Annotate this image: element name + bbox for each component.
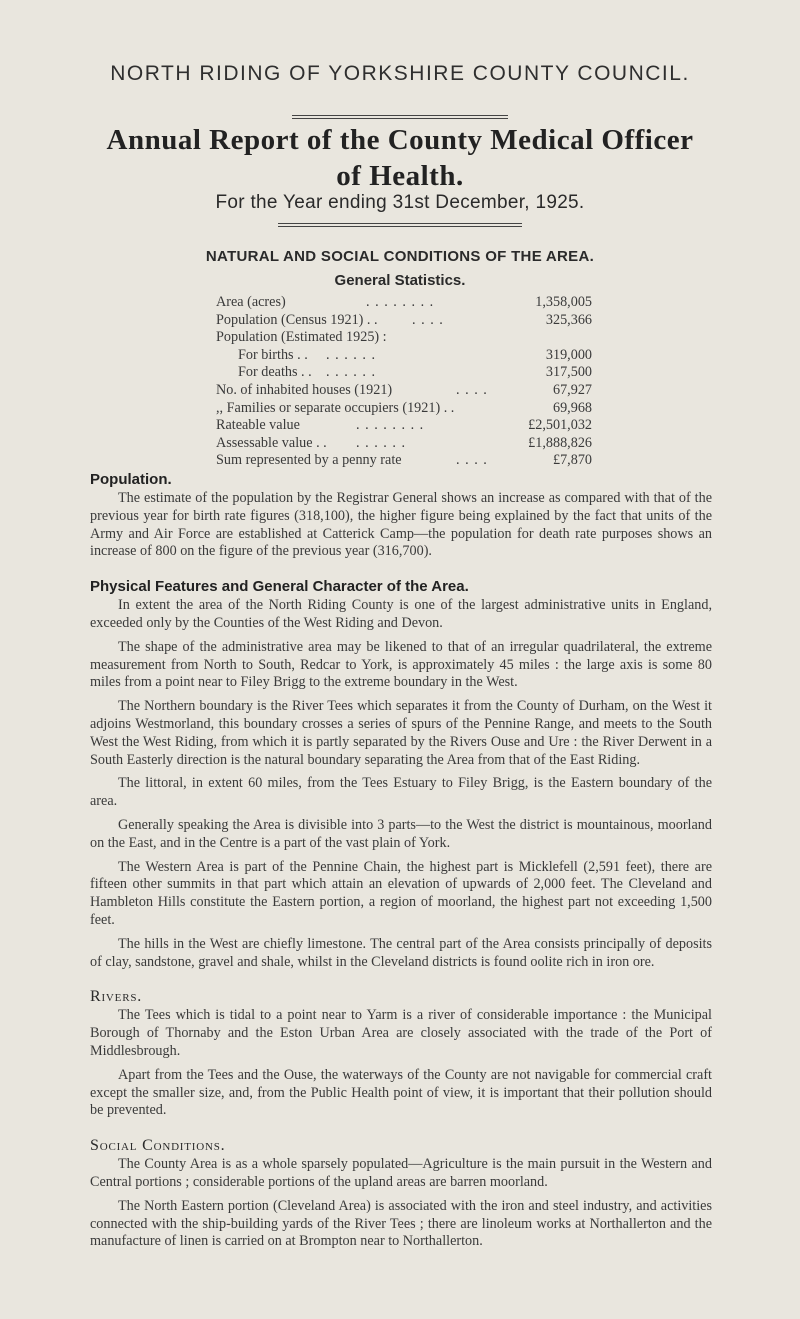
statistics-label: Population (Estimated 1925) : — [216, 329, 387, 346]
section-title: NATURAL AND SOCIAL CONDITIONS OF THE AREA. — [205, 248, 595, 265]
divider — [278, 223, 522, 224]
statistics-leader-dots: . . . . . . . . — [366, 294, 435, 310]
statistics-value: 325,366 — [545, 311, 592, 328]
statistics-row — [216, 452, 592, 470]
statistics-label: No. of inhabited houses (1921) — [216, 381, 393, 398]
statistics-label: For deaths . . — [238, 364, 312, 381]
council-name: NORTH RIDING OF YORKSHIRE COUNTY COUNCIL. — [110, 62, 690, 85]
statistics-label: Sum represented by a penny rate — [216, 452, 402, 469]
divider — [292, 118, 508, 119]
statistics-label: ,, Families or separate occupiers (1921) . . — [216, 399, 455, 416]
statistics-value: 317,500 — [545, 364, 592, 381]
statistics-label: Assessable value . . — [216, 434, 327, 451]
statistics-value: 319,000 — [545, 346, 592, 363]
statistics-row — [216, 312, 592, 330]
statistics-leader-dots: . . . . . . . . — [356, 417, 425, 434]
physical-features-heading: Physical Features and General Character of the Area. — [90, 578, 469, 596]
paragraph: Apart from the Tees and the Ouse, the waterways of the County are not navigable for commercial craft except the smaller size, and, from the Public Health point of view, it is important that their pollution should be prevented. — [90, 1066, 712, 1119]
paragraph: The shape of the administrative area may be likened to that of an irregular quadrilateral, the extreme measurement from North to South, Redcar to York, is approximately 45 miles : the large axis is some 80 miles from a point near to Filey Brigg to the extreme boundary in the West. — [90, 638, 712, 691]
statistics-leader-dots: . . . . . . — [326, 346, 377, 363]
paragraph: In extent the area of the North Riding County is one of the largest administrative units in England, exceeded only by the Counties of the West Riding and Devon. — [90, 597, 712, 631]
statistics-row — [216, 435, 592, 453]
rivers-heading: Rivers. — [90, 988, 143, 1006]
social-conditions-heading: Social Conditions. — [90, 1137, 226, 1155]
paragraph: The hills in the West are chiefly limestone. The central part of the Area consists principally of deposits of clay, sandstone, gravel and shale, whilst in the Cleveland districts is found oolite rich in iron ore. — [90, 935, 712, 970]
statistics-label: Population (Census 1921) . . — [216, 311, 378, 328]
statistics-leader-dots: . . . . — [456, 381, 488, 398]
statistics-table — [216, 294, 592, 470]
statistics-value: £2,501,032 — [528, 417, 592, 434]
paragraph: The estimate of the population by the Registrar General shows an increase as compared with that of the previous year for birth rate figures (318,100), the higher figure being explained by the fact that units of the Army and Air Force are established at Catterick Camp—the population for death rate purposes shows an increase of 800 on the figure of the previous year (316,700). — [90, 490, 712, 560]
statistics-row — [216, 400, 592, 418]
statistics-row — [216, 382, 592, 400]
statistics-leader-dots: . . . . — [412, 311, 444, 328]
statistics-row — [216, 329, 592, 347]
report-title-line2: of Health. — [336, 160, 464, 192]
statistics-value: £7,870 — [552, 452, 592, 469]
paragraph: The Northern boundary is the River Tees which separates it from the County of Durham, on the West it adjoins Westmorland, this boundary crosses a series of spurs of the Pennine Range, and meets to the South West the West Riding, from which it is partly separated by the Rivers Ouse and Ure : the River Derwent in a South Easterly direction is the natural boundary separating the Area from that of the East Riding. — [90, 698, 712, 768]
divider — [278, 226, 522, 227]
report-subtitle: For the Year ending 31st December, 1925. — [215, 192, 585, 213]
statistics-leader-dots: . . . . . . — [326, 364, 377, 381]
statistics-value: 69,968 — [552, 399, 592, 416]
statistics-value: 1,358,005 — [535, 294, 592, 310]
statistics-label: For births . . — [238, 346, 308, 363]
statistics-value: £1,888,826 — [528, 434, 592, 451]
paragraph: Generally speaking the Area is divisible into 3 parts—to the West the district is mountainous, moorland on the East, and in the Centre is a part of the vast plain of York. — [90, 816, 712, 851]
report-title — [0, 122, 800, 194]
report-body — [90, 470, 712, 1257]
paragraph: The Western Area is part of the Pennine Chain, the highest part is Micklefell (2,591 feet), there are fifteen other summits in that part which attain an elevation of upwards of 2,000 feet. The Cleveland and Hambleton Hills constitute the Eastern portion, a region of moorland, the highest part not exceeding 1,500 feet. — [90, 858, 712, 928]
paragraph: The Tees which is tidal to a point near to Yarm is a river of considerable importance : the Municipal Borough of Thornaby and the Eston Urban Area are closely associated with the trade of the Port of Middlesbrough. — [90, 1007, 712, 1059]
statistics-row — [216, 294, 592, 312]
statistics-value: 67,927 — [552, 381, 592, 398]
paragraph: The littoral, in extent 60 miles, from the Tees Estuary to Filey Brigg, is the Eastern boundary of the area. — [90, 775, 712, 810]
statistics-label: Area (acres) — [216, 294, 286, 310]
paragraph: The North Eastern portion (Cleveland Area) is associated with the iron and steel industry, and activities connected with the ship-building yards of the River Tees ; there are linoleum works at Northallerton and the manufacture of linen is carried on at Brompton near to Northallerton. — [90, 1197, 712, 1250]
population-heading: Population. — [90, 471, 172, 488]
statistics-label: Rateable value — [216, 417, 300, 434]
general-statistics-heading: General Statistics. — [334, 272, 466, 289]
statistics-row — [216, 364, 592, 382]
statistics-row — [216, 417, 592, 435]
statistics-row — [216, 347, 592, 365]
statistics-leader-dots: . . . . . . — [356, 434, 407, 451]
report-title-line1: Annual Report of the County Medical Officer — [106, 124, 694, 156]
statistics-leader-dots: . . . . — [456, 452, 488, 469]
divider — [292, 115, 508, 116]
paragraph: The County Area is as a whole sparsely populated—Agriculture is the main pursuit in the Western and Central portions ; considerable portions of the upland areas are barren moorland. — [90, 1156, 712, 1190]
